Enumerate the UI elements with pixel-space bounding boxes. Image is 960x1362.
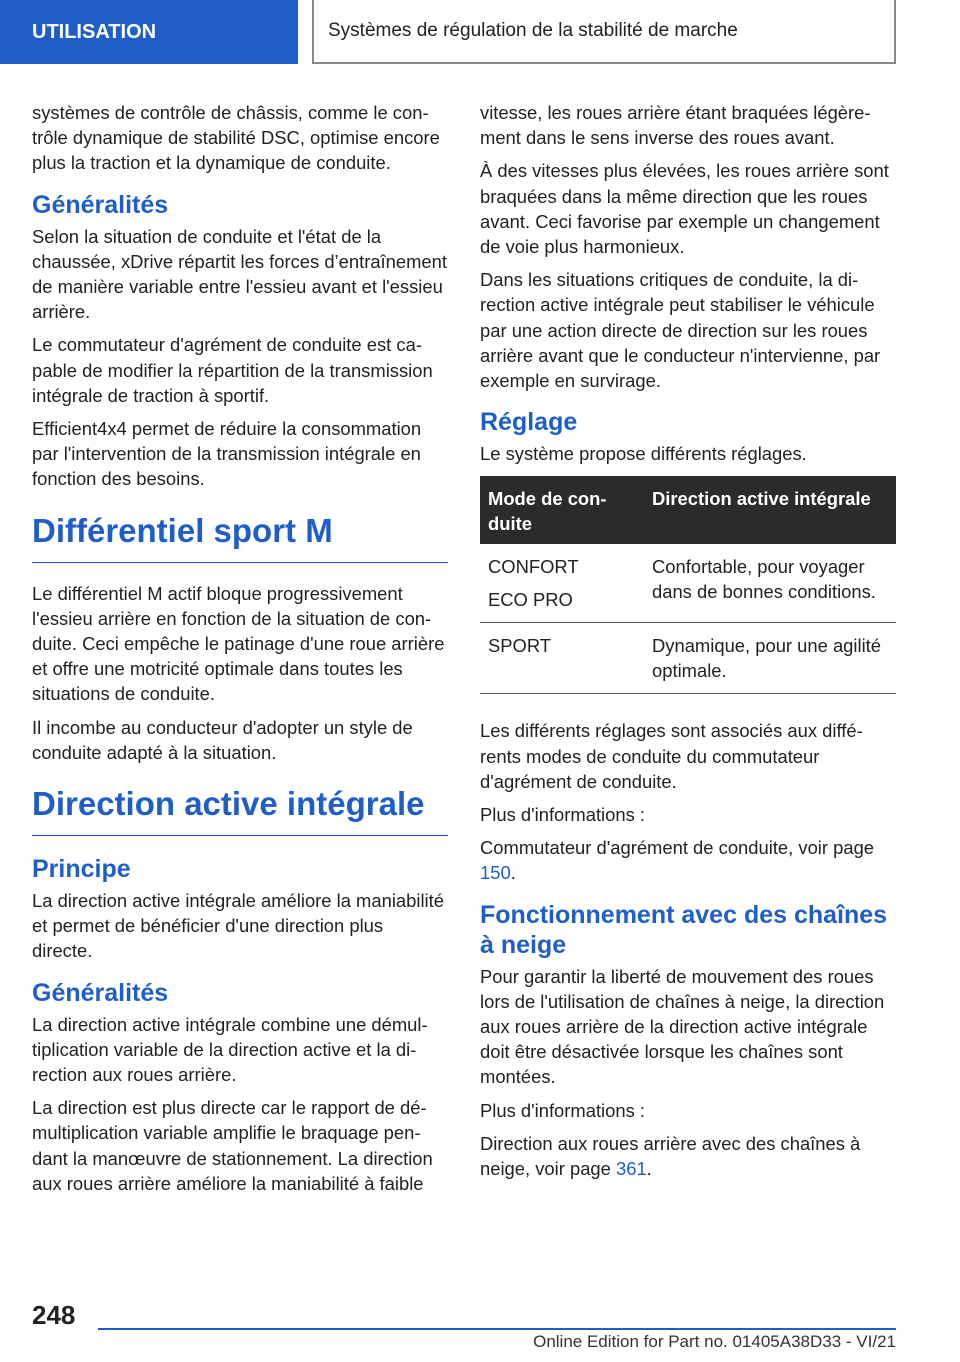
page-number: 248 [32,1300,76,1330]
paragraph: La direction active intégrale améliore la maniabilité et permet de bénéficier d'une direction plus directe. [32,890,444,962]
heading-chaines-neige: Fonctionnement avec des chaînes à neige [480,900,888,959]
section-tab: UTILISATION [0,0,298,64]
table-cell-description: Dynamique, pour une agilité optimale. [644,623,896,694]
heading-generalites: Généralités [32,190,169,219]
paragraph: Selon la situation de conduite et l'état de la chaussée, xDrive répartit les forces d’entraînement de manière variable entre l'essieu avant et l'essieu arrière. [32,225,448,323]
paragraph: Efficient4x4 permet de réduire la consommation par l'intervention de la transmission intégrale en fonction des besoins. [32,418,422,490]
paragraph: Dans les situations critiques de conduite, la direction active intégrale peut stabiliser le véhicule par une action directe de direction sur les roues arrière avant que le conducteur n'intervienne, par exemple en survirage. [480,269,881,392]
paragraph: Il incombe au conducteur d'adopter un style de conduite adapté à la situation. [32,716,413,763]
paragraph: systèmes de contrôle de châssis, comme le contrôle dynamique de stabilité DSC, optimise encore plus la traction et la dynamique de conduite. [32,102,440,174]
column-header-mode: Mode de conduite [480,476,644,544]
paragraph: La direction active intégrale combine une démultiplication variable de la direction active et la direction aux roues arrière. [32,1013,428,1086]
reference-text: Commutateur d'agrément de conduite, voir page [480,837,875,859]
table-row [480,544,896,623]
paragraph: La direction est plus directe car le rapport de démultiplication variable amplifie le braquage pendant la manœuvre de stationnement. La direction aux roues arrière améliore la maniabilité à faible [32,1097,433,1194]
heading-differentiel-sport: Différentiel sport M [32,510,448,563]
table-header-row [480,476,896,544]
table-cell-mode [480,544,644,623]
paragraph: Plus d'informations : [480,804,646,826]
footer-divider [98,1328,896,1330]
heading-direction-active: Direction active intégrale [32,783,448,836]
page-link-150[interactable]: 150 [480,862,511,884]
mode-label: SPORT [488,635,552,657]
table-cell-mode [480,623,644,694]
mode-label: ECO PRO [488,589,573,611]
paragraph: Plus d'informations : [480,1099,646,1121]
heading-principe: Principe [32,855,131,884]
left-column [32,100,448,1204]
paragraph: Le commutateur d'agrément de conduite est capable de modifier la répartition de la transmission intégrale de traction à sportif. [32,334,433,406]
paragraph-with-link: Direction aux roues arrière avec des chaînes à neige, voir page 361. [480,1132,861,1180]
chapter-title: Systèmes de régulation de la stabilité de marche [312,0,896,64]
paragraph: vitesse, les roues arrière étant braquées légèrement dans le sens inverse des roues avant. [480,102,871,149]
page-link-361[interactable]: 361 [615,1158,647,1180]
mode-label: CONFORT [488,556,579,578]
heading-generalites: Généralités [32,978,169,1007]
table-cell-description: Confortable, pour voyager dans de bonnes conditions. [644,544,896,623]
settings-table [480,476,896,694]
paragraph: À des vitesses plus élevées, les roues arrière sont braquées dans la même direction que les roues avant. Ceci favorise par exemple un changement de voie plus harmonieux. [480,160,889,258]
paragraph-with-link: Commutateur d'agrément de conduite, voir page 150. [480,837,875,884]
right-column [480,100,896,1189]
paragraph: Les différents réglages sont associés aux différents modes de conduite du commutateur d'agrément de conduite. [480,720,863,792]
table-row [480,623,896,694]
heading-reglage: Réglage [480,408,578,437]
footer-edition: Online Edition for Part no. 01405A38D33 - VI/21 [533,1332,896,1351]
paragraph: Le différentiel M actif bloque progressivement l'essieu arrière en fonction de la situation de conduite. Ceci empêche le patinage d'une roue arrière et offre une motricité optimale dans toutes les situations de conduite. [32,582,445,705]
reference-text: Direction aux roues arrière avec des chaînes à neige, voir page [480,1132,861,1180]
column-header-direction: Direction active intégrale [644,476,896,544]
paragraph: Pour garantir la liberté de mouvement des roues lors de l'utilisation de chaînes à neige, la direction aux roues arrière de la direction active intégrale doit être désactivée lorsque les chaînes sont montées. [480,965,885,1088]
paragraph: Le système propose différents réglages. [480,443,807,465]
